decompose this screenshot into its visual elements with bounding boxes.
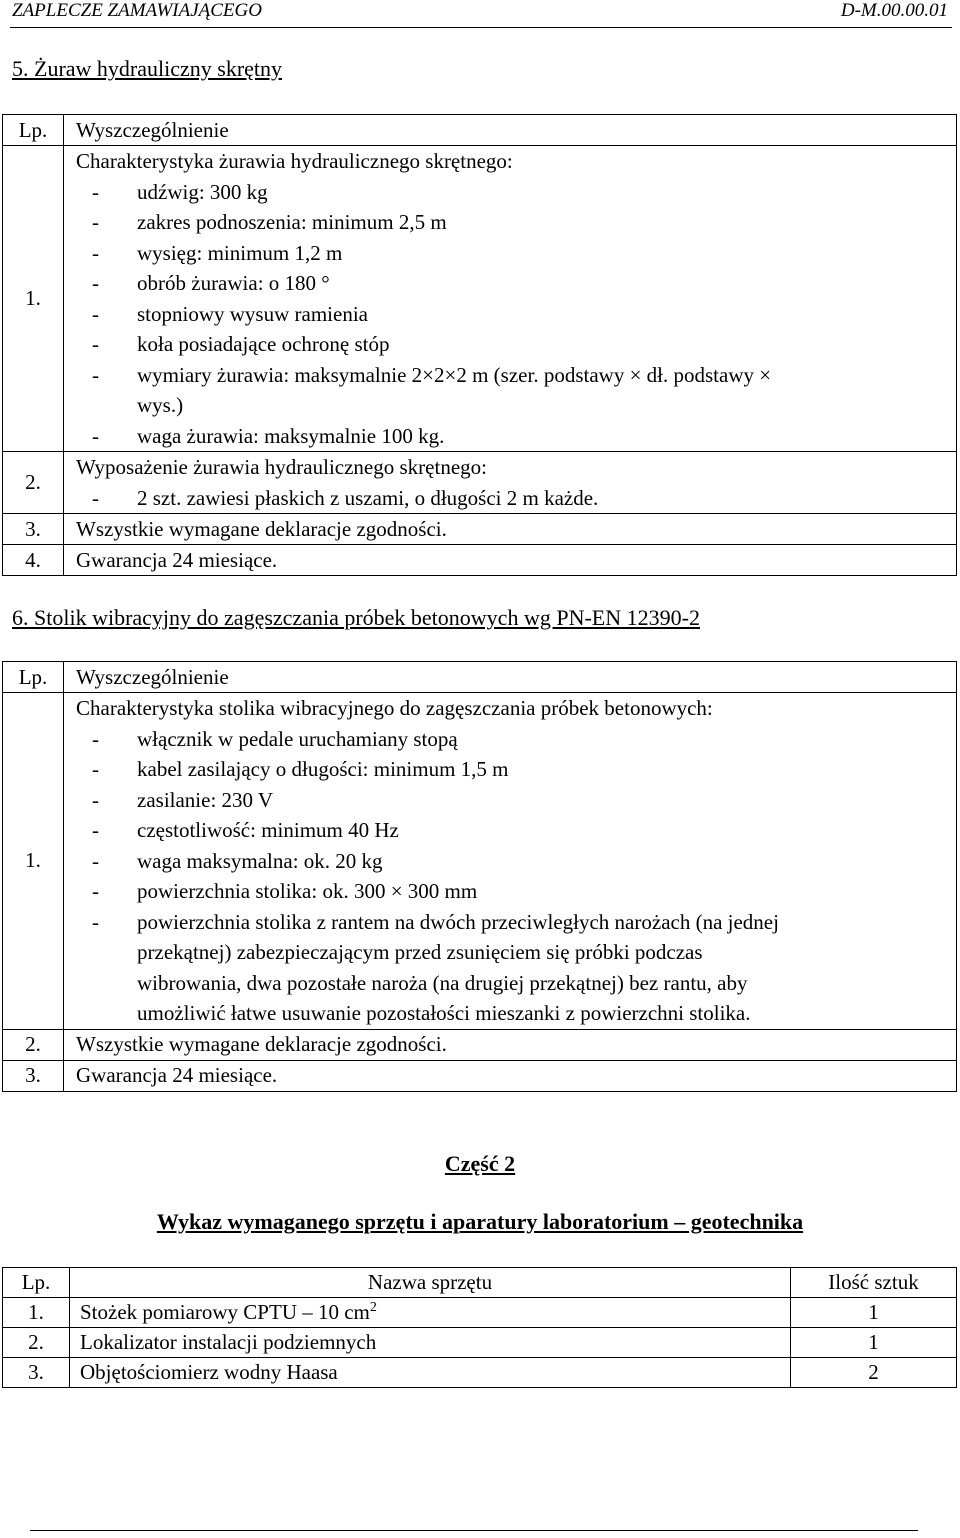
row-lp: 2. (3, 1328, 70, 1358)
page-header (10, 0, 952, 28)
table-row (3, 146, 957, 452)
col-lp: Lp. (3, 662, 64, 693)
table-row (3, 1328, 957, 1358)
list-item: - waga żurawia: maksymalnie 100 kg. (92, 423, 445, 448)
list-item: - 2 szt. zawiesi płaskich z uszami, o długości 2 m każde. (92, 485, 599, 510)
col-name: Nazwa sprzętu (70, 1268, 791, 1298)
row-qty: 1 (791, 1328, 957, 1358)
list-item: - stopniowy wysuw ramienia (92, 301, 368, 326)
part-2-heading: Część 2 (444, 1151, 516, 1176)
section-6-table (2, 661, 957, 1092)
row-name: Lokalizator instalacji podziemnych (70, 1328, 791, 1358)
footer-rule (30, 1530, 918, 1531)
row-name: Objętościomierz wodny Haasa (70, 1358, 791, 1388)
list-item: - zakres podnoszenia: minimum 2,5 m (92, 210, 447, 234)
row-desc: Wszystkie wymagane deklaracje zgodności. (64, 1029, 957, 1060)
part-2-subheading: Wykaz wymaganego sprzętu i aparatury laboratorium – geotechnika (156, 1209, 804, 1234)
row-intro: Wyposażenie żurawia hydraulicznego skrętnego: (76, 455, 487, 479)
table-row (3, 1060, 957, 1091)
header-left: ZAPLECZE ZAMAWIAJĄCEGO (12, 0, 262, 21)
row-lp: 1. (3, 1298, 70, 1328)
row-lp: 1. (3, 693, 64, 1030)
list-item: - powierzchnia stolika z rantem na dwóch przeciwległych narożach (na jednej (92, 909, 779, 934)
list-item: - waga maksymalna: ok. 20 kg (92, 848, 383, 873)
list-item-continuation: umożliwić łatwe usuwanie pozostałości mieszanki z powierzchni stolika. (137, 1001, 751, 1025)
col-qty: Ilość sztuk (791, 1268, 957, 1298)
row-lp: 3. (3, 1060, 64, 1091)
table-row (3, 1298, 957, 1328)
table-header-row (3, 662, 957, 693)
list-item: - zasilanie: 230 V (92, 787, 274, 812)
equipment-table (2, 1267, 957, 1388)
header-right: D-M.00.00.01 (840, 0, 948, 21)
table-row (3, 514, 957, 545)
list-item: - udźwig: 300 kg (92, 179, 268, 204)
row-desc (64, 693, 957, 1030)
row-name: Stożek pomiarowy CPTU – 10 $cm^2$ (70, 1298, 791, 1328)
col-lp: Lp. (3, 115, 64, 146)
row-desc: Wszystkie wymagane deklaracje zgodności. (64, 514, 957, 545)
table-row (3, 452, 957, 514)
table-row (3, 693, 957, 1030)
section-6-title: 6. Stolik wibracyjny do zagęszczania próbek betonowych wg PN-EN 12390-2 (12, 605, 700, 630)
row-lp: 1. (3, 146, 64, 452)
table-header-row (3, 1268, 957, 1298)
row-intro: Charakterystyka żurawia hydraulicznego skrętnego: (76, 149, 513, 173)
row-lp: 2. (3, 452, 64, 514)
row-desc (64, 146, 957, 452)
row-qty: 1 (791, 1298, 957, 1328)
section-5-title: 5. Żuraw hydrauliczny skrętny (12, 56, 283, 81)
row-desc: Gwarancja 24 miesiące. (64, 545, 957, 576)
superscript: 2 (369, 1300, 377, 1315)
table-row (3, 545, 957, 576)
list-item-continuation: przekątnej) zabezpieczającym przed zsunięciem się próbki podczas (137, 940, 703, 964)
list-item: - koła posiadające ochronę stóp (92, 332, 390, 356)
list-item: - wysięg: minimum 1,2 m (92, 240, 343, 265)
list-item: - wymiary żurawia: maksymalnie 2×2×2 m (szer. podstawy × dł. podstawy × (92, 362, 772, 387)
list-item-continuation: wibrowania, dwa pozostałe naroża (na drugiej przekątnej) bez rantu, aby (137, 970, 748, 995)
table-row (3, 1358, 957, 1388)
table-row (3, 1029, 957, 1060)
row-intro: Charakterystyka stolika wibracyjnego do zagęszczania próbek betonowych: (76, 696, 713, 720)
list-item: - kabel zasilający o długości: minimum 1,5 m (92, 757, 509, 781)
list-item: - włącznik w pedale uruchamiany stopą (92, 726, 458, 751)
section-5-table (2, 114, 957, 576)
row-desc: Gwarancja 24 miesiące. (64, 1060, 957, 1091)
list-item: - obrób żurawia: o 180 ° (92, 271, 330, 295)
list-item: - częstotliwość: minimum 40 Hz (92, 818, 399, 842)
col-desc: Wyszczególnienie (64, 662, 957, 693)
row-lp: 2. (3, 1029, 64, 1060)
row-lp: 3. (3, 514, 64, 545)
list-item-continuation: wys.) (137, 393, 184, 417)
row-qty: 2 (791, 1358, 957, 1388)
list-item: - powierzchnia stolika: ok. 300 × 300 mm (92, 879, 478, 903)
table-header-row (3, 115, 957, 146)
col-desc: Wyszczególnienie (64, 115, 957, 146)
row-lp: 3. (3, 1358, 70, 1388)
row-desc (64, 452, 957, 514)
col-lp: Lp. (3, 1268, 70, 1298)
row-lp: 4. (3, 545, 64, 576)
